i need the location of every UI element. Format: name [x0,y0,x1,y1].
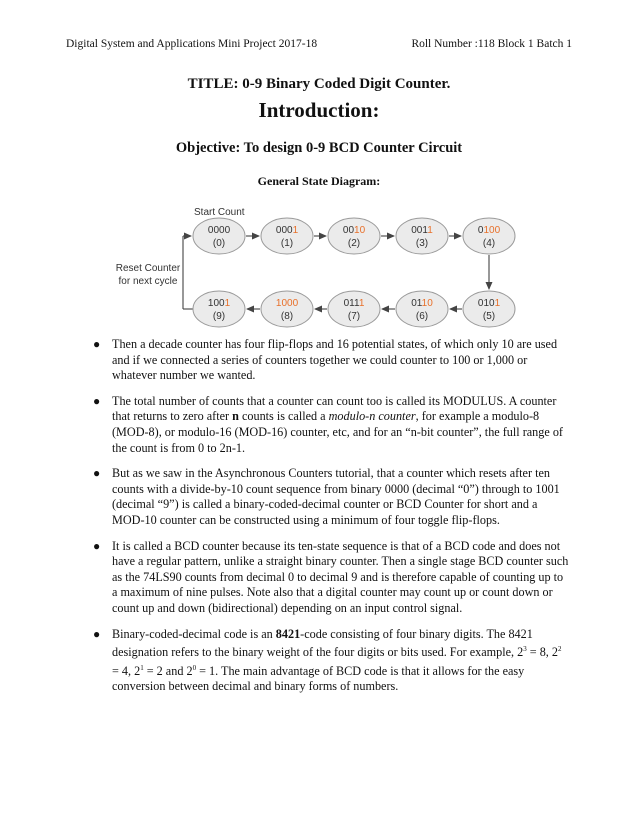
bullet-item [91,394,571,456]
state-binary: 0001 [275,225,299,236]
bullet-text: Then a decade counter has four flip-flops and 16 potential states, of which only 10 are used and if we connected a series of counters together we could counter to 100 or 1,000 or whatever number we wanted. [112,337,558,383]
state-binary: 0000 [207,225,231,236]
bullet-text: modulo-n counter [328,409,416,424]
state-decimal: (6) [415,311,429,322]
reset-counter-label-line2: for next cycle [118,276,178,287]
bullet-text: counts is called a [238,409,329,424]
bullet-text: = 2 and 2 [143,663,193,678]
state-node [261,218,313,254]
state-node [328,291,380,327]
state-decimal: (5) [482,311,496,322]
objective-heading: Objective: To design 0-9 BCD Counter Circuit [175,140,463,156]
state-node [261,291,313,327]
bullet-text: 2 [558,645,562,654]
bullet-text: = 4, 2 [112,663,141,678]
state-binary: 0011 [411,225,433,236]
bullet-text: The total number of counts that a counter can count too is called its MODULUS. A counter that returns to zero after [112,393,557,424]
header-project-title: Digital System and Applications Mini Project 2017-18 [66,38,318,50]
bullet-text: 0 [192,663,197,672]
header-roll-number: Roll Number :118 Block 1 Batch 1 [411,38,572,50]
bullet-text: It is called a BCD counter because its ten-state sequence is that of a BCD code and does not have a regular pattern, unlike a straight binary counter. Then a single stage BCD counter such as the 74LS90 counts from decimal 0 to decimal 9 and is therefore capable of counting up to a maximum of nine pulses. Note also that a digital counter may count up or count down or count up and down (bidirectional) depending on an input control signal. [112,538,569,615]
state-decimal: (7) [347,311,361,322]
state-node [396,291,448,327]
bullet-text: But as we saw in the Asynchronous Counters tutorial, that a counter which resets after ten counts with a divide-by-10 count sequence from binary 0000 (decimal “0”) through to 1001 (decimal “9”) is called a binary-coded-decimal counter or BCD Counter for short and a MOD-10 counter can be constructed using a minimum of four toggle flip-flops. [112,466,560,527]
page-header [66,38,572,52]
start-count-label: Start Count [194,207,245,218]
bullet-text: Binary-coded-decimal code is an [112,626,276,641]
bullet-list [91,337,571,705]
state-node [193,218,245,254]
bullet-text: = 1. The main advantage of BCD code is that it allows for the easy conversion between decimal and binary forms of numbers. [112,663,525,694]
bullet-item [91,627,571,696]
state-binary: 0100 [477,225,501,236]
state-node [328,218,380,254]
state-binary: 1000 [275,298,299,309]
bullet-marker: ● [93,337,101,351]
state-decimal: (2) [347,238,361,249]
bullet-text: , for example a modulo-8 (MOD-8), or modulo-16 (MOD-16) counter, etc, and for an “n-bit counter”, the full range of the count is from 0 to 2n-1. [112,409,563,455]
reset-counter-label: Reset Counter [115,263,181,274]
state-diagram-heading: General State Diagram: [257,174,381,188]
bullet-marker: ● [93,538,101,553]
bullet-text: 3 [523,645,527,654]
bullet-marker: ● [93,466,101,481]
state-decimal: (0) [212,238,226,249]
document-title: TITLE: 0-9 Binary Coded Digit Counter. [187,76,451,92]
introduction-heading: Introduction: [258,98,380,122]
bullet-marker: ● [93,626,101,641]
bullet-text: 1 [140,663,144,672]
state-node [396,218,448,254]
bullet-item [91,466,571,528]
state-binary: 0110 [411,298,433,309]
bullet-text: 8421 [275,626,301,641]
state-decimal: (4) [482,238,496,249]
state-decimal: (1) [280,238,294,249]
state-node [463,218,515,254]
state-diagram [100,196,540,336]
state-decimal: (8) [280,311,294,322]
bullet-item [91,539,571,617]
state-decimal: (3) [415,238,429,249]
bullet-text: n [232,409,239,424]
bullet-text: -code consisting of four binary digits. The 8421 designation refers to the binary weight of the four digits or bits used. For example, 2 [112,626,533,660]
bullet-text: = 8, 2 [526,645,558,660]
state-decimal: (9) [212,311,226,322]
state-binary: 1001 [207,298,231,309]
bullet-marker: ● [93,393,101,408]
state-nodes [193,218,515,327]
state-binary: 0101 [477,298,501,309]
bullet-item [91,337,571,384]
state-binary: 0111 [343,298,365,309]
state-node [463,291,515,327]
state-binary: 0010 [342,225,366,236]
state-node [193,291,245,327]
